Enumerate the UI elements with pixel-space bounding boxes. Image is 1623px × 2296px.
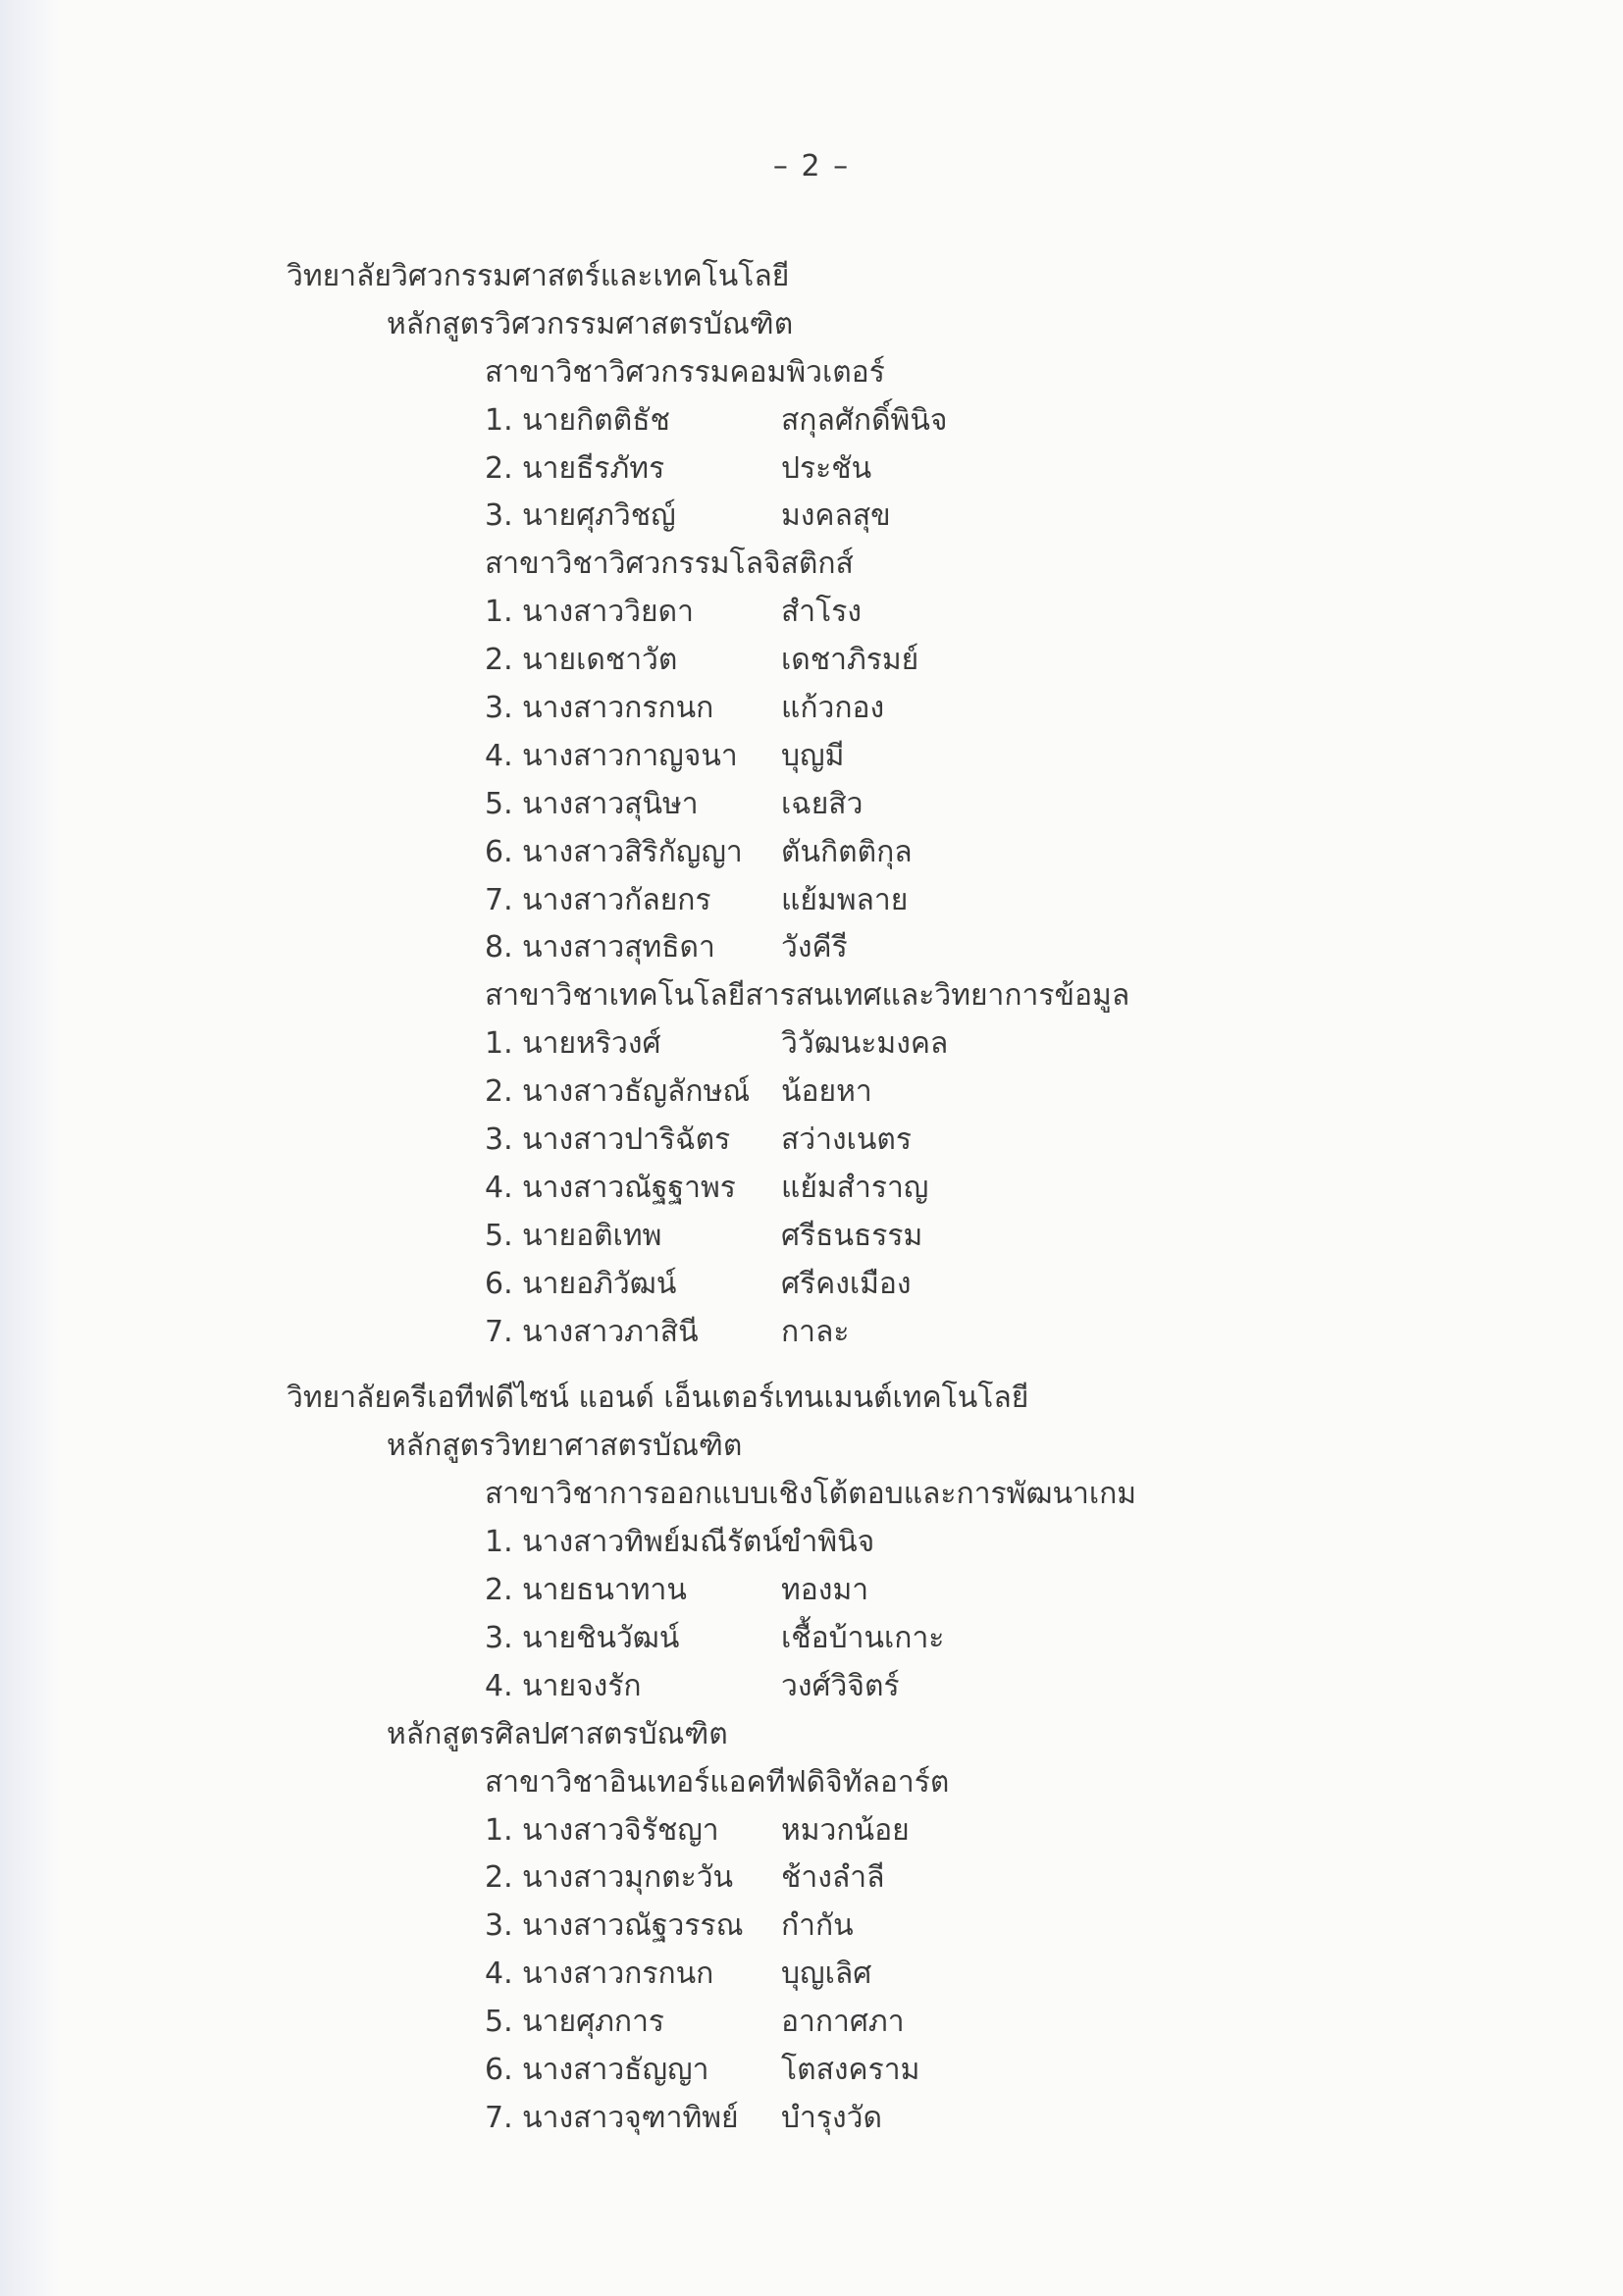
person-row: [485, 685, 1562, 733]
person-surname: แย้มสำราญ: [781, 1170, 929, 1205]
person-row: [485, 1069, 1562, 1117]
person-surname: ทองมา: [781, 1573, 869, 1608]
person-name: 3. นายศุภวิชญ์: [485, 498, 676, 534]
person-surname: เดชาภิรมย์: [781, 643, 919, 678]
person-surname: สำโรง: [781, 595, 863, 630]
person-surname: โตสงคราม: [781, 2052, 920, 2087]
person-name: 1. นางสาวจิรัชญา: [485, 1812, 719, 1848]
person-row: [485, 493, 1562, 541]
college-heading: วิทยาลัยครีเอทีฟดีไซน์ แอนด์ เอ็นเตอร์เทนเมนต์เทคโนโลยี: [287, 1381, 1029, 1416]
page-number: – 2 –: [772, 149, 851, 183]
person-surname: แย้มพลาย: [781, 882, 909, 917]
person-surname: บุญเลิศ: [781, 1957, 872, 1992]
person-row: [485, 1261, 1562, 1309]
person-row: [485, 1615, 1562, 1663]
person-name: 5. นายศุภการ: [485, 2005, 665, 2040]
person-name: 4. นางสาวกรกนก: [485, 1957, 714, 1992]
scan-edge: [0, 0, 59, 2296]
person-name: 6. นายอภิวัฒน์: [485, 1266, 677, 1301]
person-name: 7. นางสาวกัลยกร: [485, 882, 711, 917]
major-heading: สาขาวิชาการออกแบบเชิงโต้ตอบและการพัฒนาเกม: [485, 1477, 1137, 1512]
person-name: 6. นางสาวธัญญา: [485, 2052, 709, 2087]
person-name: 7. นางสาวจุฑาทิพย์: [485, 2100, 739, 2135]
person-row: [485, 1999, 1562, 2047]
person-row: [485, 1519, 1562, 1567]
person-surname: มงคลสุข: [781, 498, 891, 534]
person-row: [485, 637, 1562, 685]
person-surname: วังคีรี: [781, 930, 848, 965]
person-row: [485, 445, 1562, 494]
person-surname: เชื้อบ้านเกาะ: [781, 1620, 945, 1655]
person-surname: วงศ์วิจิตร์: [781, 1668, 900, 1703]
person-surname: ตันกิตติกุล: [781, 834, 913, 869]
person-name: 3. นางสาวปาริฉัตร: [485, 1122, 731, 1158]
person-surname: ศรีคงเมือง: [781, 1266, 912, 1301]
person-name: 4. นางสาวกาญจนา: [485, 738, 738, 773]
person-name: 3. นางสาวณัฐวรรณ: [485, 1908, 744, 1944]
person-row: [485, 781, 1562, 829]
person-name: 2. นายธนาทาน: [485, 1573, 687, 1608]
person-row: [485, 829, 1562, 877]
graduate-list: [287, 253, 1562, 2143]
person-row: [485, 1309, 1562, 1357]
person-row: [485, 1854, 1562, 1903]
person-name: 2. นางสาวธัญลักษณ์: [485, 1074, 751, 1110]
program-heading: หลักสูตรวิศวกรรมศาสตรบัณฑิต: [387, 306, 794, 341]
person-name: 3. นางสาวกรกนก: [485, 691, 714, 726]
person-name: 2. นางสาวมุกตะวัน: [485, 1860, 734, 1896]
program-heading: หลักสูตรศิลปศาสตรบัณฑิต: [387, 1716, 728, 1751]
person-name: 5. นายอติเทพ: [485, 1218, 662, 1253]
person-row: [485, 1020, 1562, 1069]
person-surname: น้อยหา: [781, 1074, 872, 1110]
person-row: [485, 1951, 1562, 1999]
major-heading: สาขาวิชาวิศวกรรมโลจิสติกส์: [485, 547, 854, 582]
person-row: [485, 397, 1562, 445]
person-row: [485, 1663, 1562, 1711]
person-row: [485, 1117, 1562, 1165]
person-name: 1. นางสาวทิพย์มณีรัตน์: [485, 1525, 783, 1560]
person-row: [485, 924, 1562, 972]
person-name: 2. นายเดชาวัต: [485, 643, 678, 678]
person-surname: สว่างเนตร: [781, 1122, 913, 1158]
major-heading: สาขาวิชาวิศวกรรมคอมพิวเตอร์: [485, 354, 885, 390]
person-surname: ศรีธนธรรม: [781, 1218, 923, 1253]
person-surname: ขำพินิจ: [781, 1525, 875, 1560]
person-name: 2. นายธีรภัทร: [485, 450, 665, 486]
person-row: [485, 1807, 1562, 1855]
person-row: [485, 1213, 1562, 1261]
person-surname: อากาศภา: [781, 2005, 905, 2040]
person-name: 1. นางสาววิยดา: [485, 595, 694, 630]
person-name: 7. นางสาวภาสินี: [485, 1314, 699, 1349]
person-row: [485, 2047, 1562, 2095]
person-name: 1. นายกิตติธัช: [485, 402, 670, 438]
person-surname: ประชัน: [781, 450, 872, 486]
person-surname: บำรุงวัด: [781, 2100, 882, 2135]
person-row: [485, 589, 1562, 637]
person-name: 4. นายจงรัก: [485, 1668, 642, 1703]
person-name: 3. นายชินวัฒน์: [485, 1620, 680, 1655]
program-heading: หลักสูตรวิทยาศาสตรบัณฑิต: [387, 1429, 743, 1464]
person-name: 5. นางสาวสุนิษา: [485, 786, 699, 821]
college-heading: วิทยาลัยวิศวกรรมศาสตร์และเทคโนโลยี: [287, 259, 790, 293]
person-name: 4. นางสาวณัฐฐาพร: [485, 1170, 736, 1205]
person-surname: หมวกน้อย: [781, 1812, 910, 1848]
person-surname: กาละ: [781, 1314, 850, 1349]
person-surname: ช้างลำลี: [781, 1860, 885, 1896]
person-row: [485, 733, 1562, 781]
major-heading: สาขาวิชาเทคโนโลยีสารสนเทศและวิทยาการข้อมูล: [485, 978, 1130, 1014]
person-surname: เฉยสิว: [781, 786, 864, 821]
person-name: 8. นางสาวสุทธิดา: [485, 930, 715, 965]
person-surname: กำกัน: [781, 1908, 854, 1944]
person-surname: บุญมี: [781, 738, 845, 773]
major-heading: สาขาวิชาอินเทอร์แอคทีฟดิจิทัลอาร์ต: [485, 1764, 950, 1800]
person-row: [485, 2095, 1562, 2143]
person-surname: สกุลศักดิ์พินิจ: [781, 402, 948, 438]
person-name: 1. นายหริวงศ์: [485, 1026, 661, 1062]
person-surname: แก้วกอง: [781, 691, 885, 726]
person-name: 6. นางสาวสิริกัญญา: [485, 834, 743, 869]
person-row: [485, 1567, 1562, 1615]
person-surname: วิวัฒนะมงคล: [781, 1026, 949, 1062]
person-row: [485, 1165, 1562, 1213]
person-row: [485, 1903, 1562, 1951]
person-row: [485, 877, 1562, 925]
